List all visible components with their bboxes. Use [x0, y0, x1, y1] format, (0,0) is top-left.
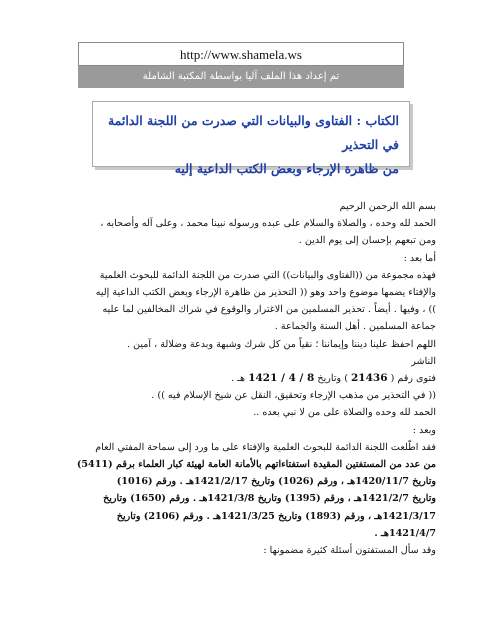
preface-line: )) ، وفيها . أيضاً . تحذير المسلمين من الاغترار والوقوع في شراك المخالفين لما عليه — [102, 304, 436, 316]
fatwa-text-line: من عدد من المستفتين المقيدة استفتاءاتهم بالأمانة العامة لهيئة كبار العلماء برقم (5411) — [76, 459, 436, 471]
fatwa-date: 8 / 4 / 1421 — [248, 372, 315, 385]
fatwa-text-line: وتاريخ 1420/11/7هـ ، ورقم (1026) وتاريخ 1421/2/17هـ . ورقم (1016) — [116, 476, 436, 488]
amma-baad: أما بعد : — [403, 252, 436, 264]
preface-line: فهذه مجموعة من ((الفتاوى والبيانات)) التي صدرت من اللجنة الدائمة للبحوث العلمية — [99, 269, 436, 281]
publisher-label: الناشر — [411, 355, 436, 367]
intro-line: ومن تبعهم بإحسان إلى يوم الدين . — [298, 235, 436, 247]
preface-line: والإفتاء يضمها موضوع واحد وهو (( التحذير من ظاهرة الإرجاء وبعض الكتب الداعية إليه — [95, 287, 436, 299]
fatwa-text-line: وتاريخ 1421/2/7هـ ، ورقم (1395) وتاريخ 1421/3/8هـ . ورقم (1650) وتاريخ — [103, 493, 436, 505]
hamdala-line: الحمد لله وحده والصلاة على من لا نبي بعده .. — [253, 407, 436, 419]
preface-line: جماعة المسلمين . أهل السنة والجماعة . — [274, 321, 436, 333]
fatwa-suffix: هـ . — [231, 373, 246, 385]
fatwa-text-line: 1421/3/17هـ ، ورقم (1893) وتاريخ 1421/3/25هـ . ورقم (2106) وتاريخ — [116, 510, 436, 522]
dua-line: اللهم احفظ علينا ديننا وإيماننا ؛ نقياً من كل شرك وشبهة وبدعة وضلالة ، آمين . — [126, 338, 436, 350]
auto-generated-note: تم إعداد هذا الملف آليا بواسطة المكتبة الشاملة — [78, 66, 404, 88]
fatwa-subject: (( في التحذير من مذهب الإرجاء وتحقيق، النقل عن شيخ الإسلام فيه )) . — [151, 390, 436, 402]
book-title-line-1: الكتاب : الفتاوى والبيانات التي صدرت من اللجنة الدائمة في التحذير — [107, 113, 399, 152]
fatwa-prefix: فتوى رقم ( — [390, 373, 436, 385]
fatwa-text-line: 1421/4/7هـ . — [374, 527, 436, 539]
fatwa-text-line: فقد اطّلعت اللجنة الدائمة للبحوث العلمية والإفتاء على ما ورد إلى سماحة المفتي العام — [95, 441, 436, 453]
site-url[interactable]: http://www.shamela.ws — [78, 42, 404, 66]
book-title-box — [92, 101, 410, 176]
questions-intro: وقد سأل المستفتون أسئلة كثيرة مضمونها : — [263, 545, 436, 557]
fatwa-heading — [46, 370, 436, 387]
fatwa-number: 21436 — [351, 372, 388, 385]
intro-line: الحمد لله وحده ، والصلاة والسلام على عبده ورسوله نبينا محمد ، وعلى آله وأصحابه ، — [100, 218, 436, 230]
book-title-line-2: من ظاهرة الإرجاء وبعض الكتب الداعية إليه — [174, 161, 399, 176]
basmala: بسم الله الرحمن الرحيم — [339, 201, 436, 212]
page-body — [46, 198, 436, 559]
fatwa-mid: ) وتاريخ — [317, 373, 348, 385]
wa-baad: وبعد : — [412, 424, 436, 436]
